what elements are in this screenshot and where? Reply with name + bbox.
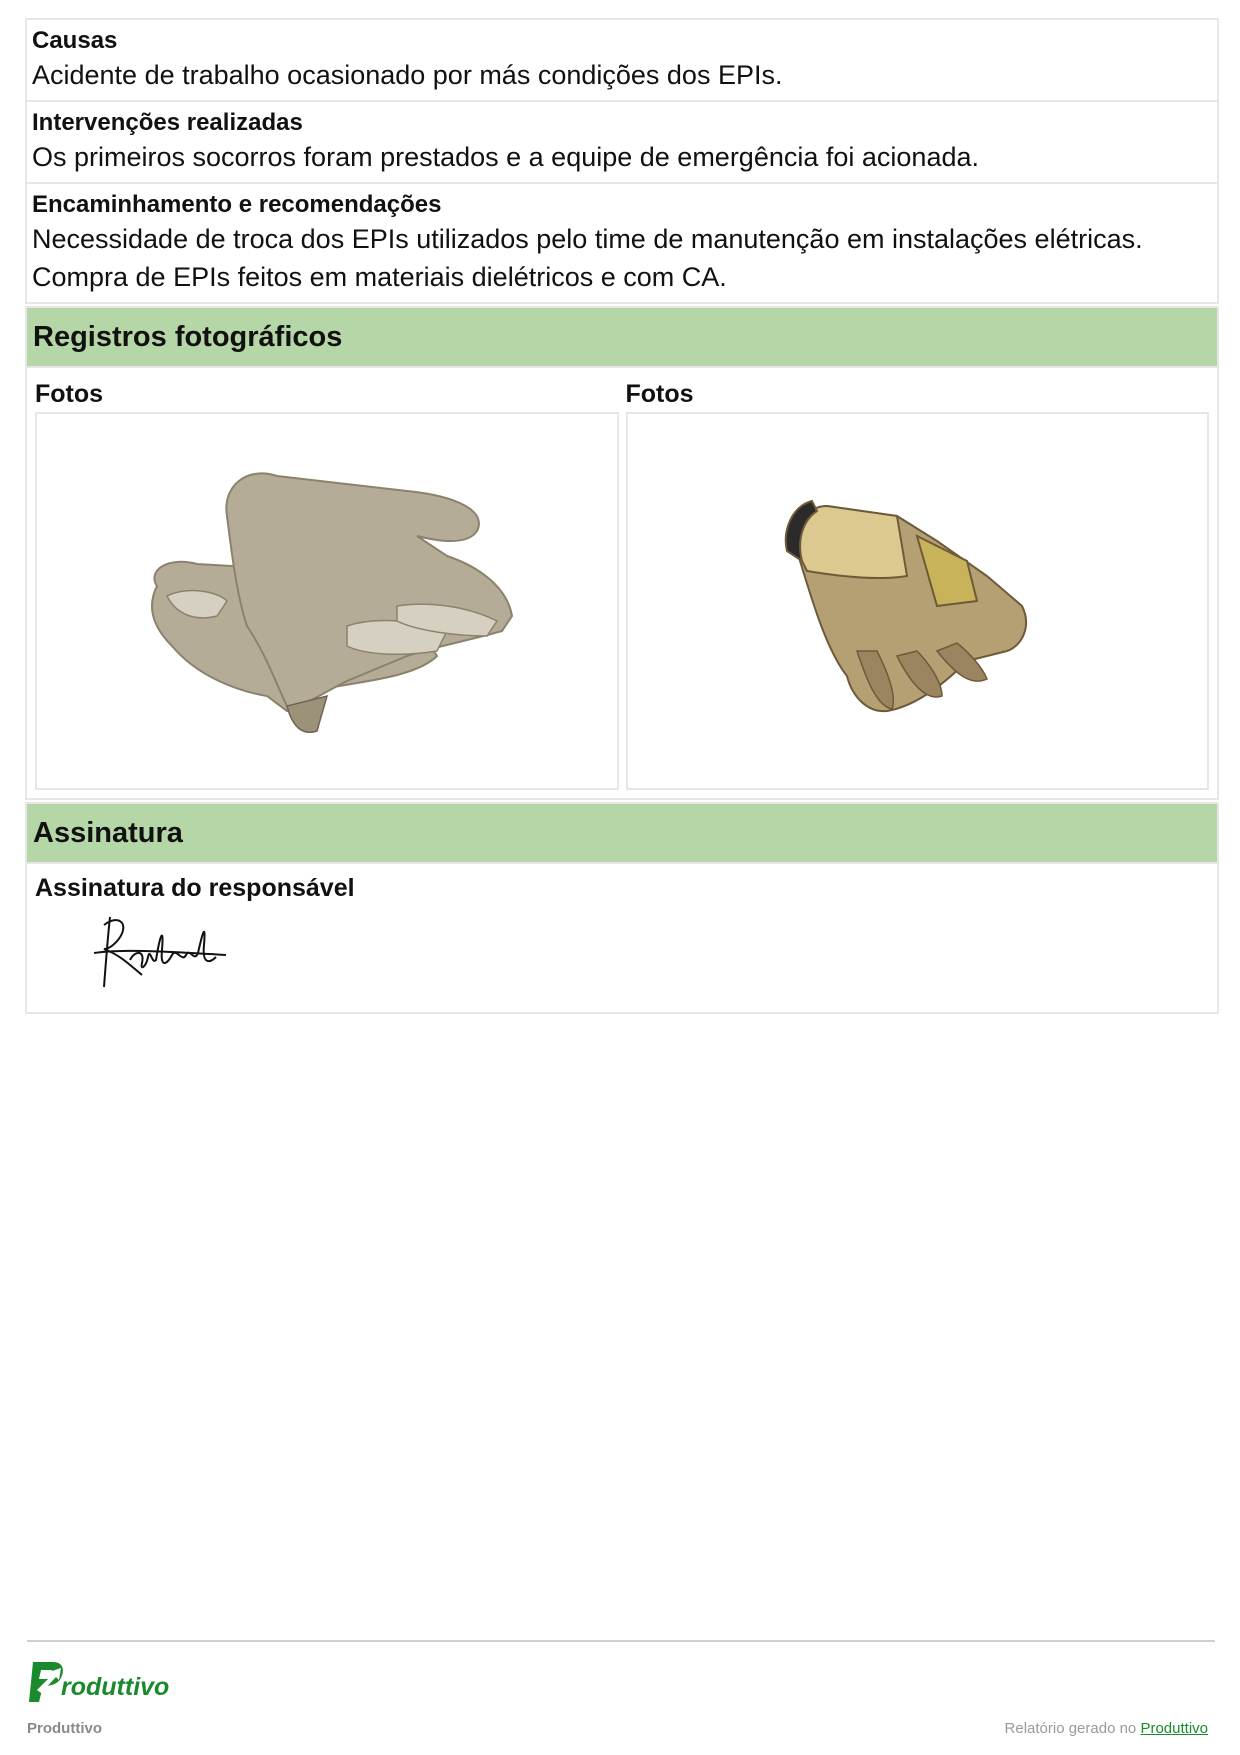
- worn-gloves-photo: [117, 456, 537, 746]
- photo-column: [35, 376, 619, 790]
- field-value-line1: Necessidade de troca dos EPIs utilizados pelo time de manutenção em instalações elétricas.: [32, 224, 1143, 254]
- photo-column: [626, 376, 1210, 790]
- produttivo-logo: [27, 1660, 169, 1704]
- photo-frame[interactable]: [35, 412, 619, 790]
- footer-generated-text: Relatório gerado no: [1004, 1720, 1137, 1737]
- footer-produttivo-link[interactable]: Produttivo: [1140, 1720, 1208, 1737]
- photos-grid: [25, 368, 1219, 800]
- signature-label: Assinatura do responsável: [35, 874, 355, 902]
- field-intervencoes: [25, 100, 1219, 182]
- field-causas: [25, 18, 1219, 100]
- field-label: Encaminhamento e recomendações: [32, 191, 442, 218]
- footer-brand: Produttivo: [27, 1720, 102, 1737]
- footer-generated-by: [1005, 1720, 1208, 1737]
- field-encaminhamento: [25, 182, 1219, 304]
- section-header-photos: Registros fotográficos: [25, 306, 1219, 368]
- photo-label: Fotos: [625, 380, 694, 408]
- photo-frame[interactable]: [626, 412, 1210, 790]
- logo-text: roduttivo: [61, 1673, 170, 1701]
- signature-box: [25, 864, 1219, 1014]
- dirty-work-gloves-photo: [767, 481, 1067, 721]
- field-value-line2: Compra de EPIs feitos em materiais dielétricos e com CA.: [32, 262, 727, 292]
- field-label: Causas: [32, 27, 118, 54]
- footer-divider: [27, 1640, 1215, 1642]
- field-value: Os primeiros socorros foram prestados e a equipe de emergência foi acionada.: [32, 142, 979, 172]
- field-label: Intervenções realizadas: [32, 109, 303, 136]
- report-page: [25, 18, 1219, 1014]
- signature-image: [90, 905, 230, 995]
- produttivo-logo-icon: [27, 1660, 65, 1704]
- field-value: Acidente de trabalho ocasionado por más condições dos EPIs.: [32, 60, 783, 90]
- section-header-signature: Assinatura: [25, 802, 1219, 864]
- photo-label: Fotos: [35, 380, 104, 408]
